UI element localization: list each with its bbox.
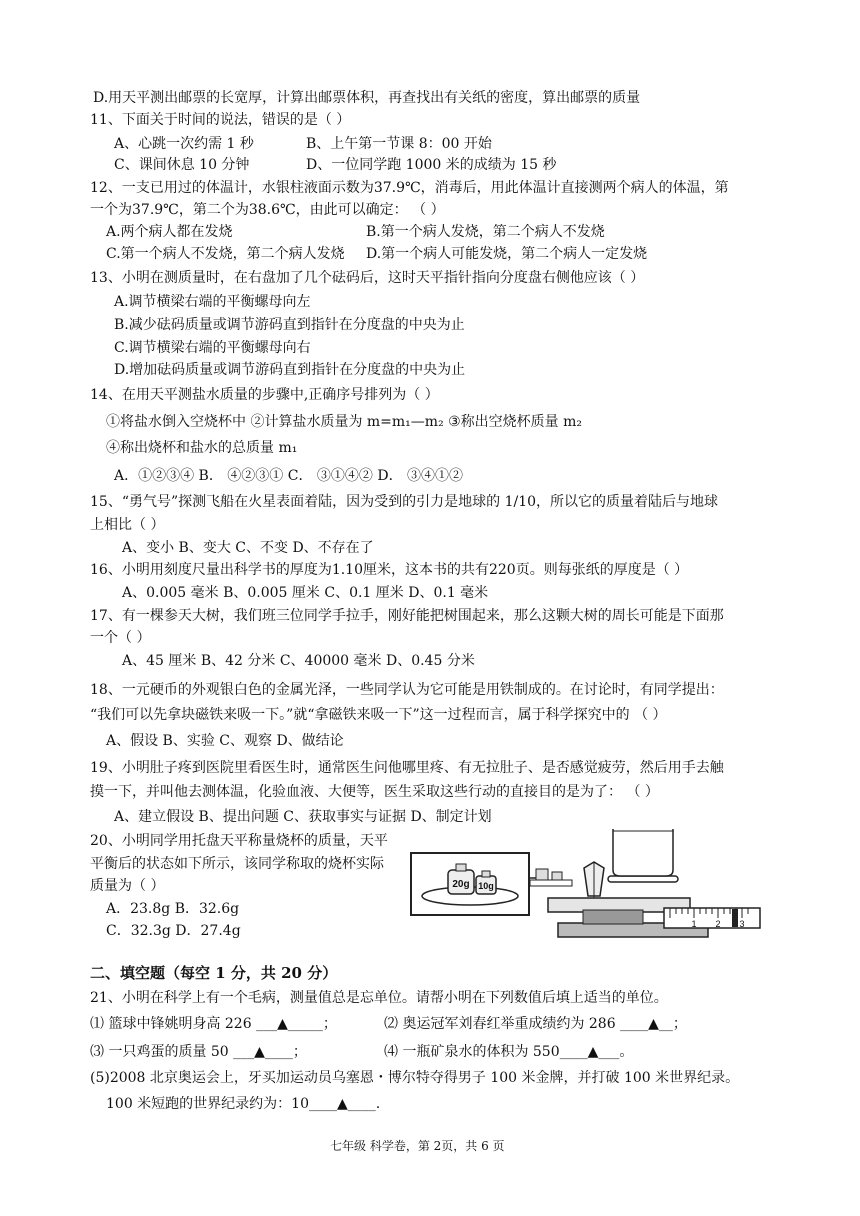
balance-illustration (408, 826, 762, 942)
q21-item-5-line1: (5)2008 北京奥运会上，牙买加运动员乌塞恩・博尔特夺得男子 100 米金牌，并打破 100 米世界纪录。 (90, 1070, 740, 1086)
q20-stem-line2: 平衡后的状态如下所示，该同学称取的烧杯实际 (90, 856, 384, 872)
q13-option-d: D.增加砝码质量或调节游码直到指针在分度盘的中央为止 (114, 362, 466, 378)
weight-20g-label: 20g (452, 879, 470, 890)
q14-steps-line2: ④称出烧杯和盐水的总质量 m₁ (106, 440, 298, 456)
q20-stem-line3: 质量为（ ） (90, 878, 165, 894)
q12-option-a: A.两个病人都在发烧 (106, 224, 233, 240)
q17-stem-line1: 17、有一棵参天大树，我们班三位同学手拉手，刚好能把树围起来，那么这颗大树的周长可能是下面那 (90, 608, 724, 624)
scale-tick-2: 2 (715, 919, 721, 929)
q19-stem-line1: 19、小明肚子疼到医院里看医生时，通常医生问他哪里疼、有无拉肚子、是否感觉疲劳，然后用手去触 (90, 760, 724, 776)
q13-option-b: B.减少砝码质量或调节游码直到指针在分度盘的中央为止 (114, 317, 465, 333)
scale-tick-1: 1 (691, 919, 697, 929)
weight-10g-label: 10g (478, 881, 494, 891)
q11-option-b: B、上午第一节课 8：00 开始 (306, 136, 492, 152)
q16-stem: 16、小明用刻度尺量出科学书的厚度为1.10厘米，这本书的共有220页。则每张纸的厚度是（ ） (90, 562, 689, 578)
q21-item-5-line2: 100 米短跑的世界纪录约为：10____▲____. (106, 1096, 381, 1112)
q11-stem: 11、下面关于时间的说法，错误的是（ ） (90, 112, 351, 128)
q15-stem-line1: 15、“勇气号”探测飞船在火星表面着陆，因为受到的引力是地球的 1/10，所以它的质量着陆后与地球 (90, 494, 719, 510)
q21-item-1: ⑴ 篮球中锋姚明身高 226 ___▲_____； (90, 1016, 337, 1032)
q13-option-c: C.调节横梁右端的平衡螺母向右 (114, 340, 311, 356)
q18-stem-line1: 18、一元硬币的外观银白色的金属光泽，一些同学认为它可能是用铁制成的。在讨论时，有同学提出： (90, 682, 724, 698)
q10-option-d: D.用天平测出邮票的长宽厚，计算出邮票体积，再查找出有关纸的密度，算出邮票的质量 (93, 90, 641, 106)
q12-stem-line2: 一个为37.9℃，第二个为38.6℃，由此可以确定： （ ） (90, 202, 445, 218)
q11-option-d: D、一位同学跑 1000 米的成绩为 15 秒 (306, 157, 557, 173)
q19-stem-line2: 摸一下，并叫他去测体温，化验血液、大便等，医生采取这些行动的直接目的是为了： （ ） (90, 784, 659, 800)
q18-stem-line2: “我们可以先拿块磁铁来吸一下。”就“拿磁铁来吸一下”这一过程而言，属于科学探究中的 （ ） (90, 707, 667, 723)
q19-options: A、建立假设 B、提出问题 C、获取事实与证据 D、制定计划 (114, 809, 492, 825)
q21-item-2: ⑵ 奥运冠军刘春红举重成绩约为 286 ____▲__； (384, 1016, 687, 1032)
q11-option-a: A、心跳一次约需 1 秒 (114, 136, 254, 152)
q20-stem-line1: 20、小明同学用托盘天平称量烧杯的质量，天平 (90, 833, 388, 849)
q21-stem: 21、小明在科学上有一个毛病，测量值总是忘单位。请帮小明在下列数值后填上适当的单位。 (90, 990, 668, 1006)
q20-options-ab: A．23.8g B．32.6g (106, 901, 240, 917)
balance-figure (408, 826, 762, 942)
q20-options-cd: C．32.3g D．27.4g (106, 923, 241, 939)
q11-option-c: C、课间休息 10 分钟 (114, 157, 250, 173)
section-2-heading: 二、填空题（每空 1 分，共 20 分） (90, 964, 338, 982)
q16-options: A、0.005 毫米 B、0.005 厘米 C、0.1 厘米 D、0.1 毫米 (122, 585, 489, 601)
q17-options: A、45 厘米 B、42 分米 C、40000 毫米 D、0.45 分米 (122, 653, 475, 669)
q14-options: A．①②③④ B． ④②③① C． ③①④② D． ③④①② (114, 468, 464, 484)
q13-option-a: A.调节横梁右端的平衡螺母向左 (114, 294, 311, 310)
page-footer: 七年级 科学卷，第 2页，共 6 页 (330, 1139, 505, 1153)
q12-option-c: C.第一个病人不发烧，第二个病人发烧 (106, 246, 345, 262)
q21-item-4: ⑷ 一瓶矿泉水的体积为 550____▲___。 (384, 1044, 634, 1060)
q12-option-d: D.第一个病人可能发烧，第二个病人一定发烧 (366, 246, 648, 262)
q14-steps-line1: ①将盐水倒入空烧杯中 ②计算盐水质量为 m=m₁—m₂ ③称出空烧杯质量 m₂ (106, 414, 583, 430)
q17-stem-line2: 一个（ ） (90, 630, 151, 646)
q12-stem-line1: 12、一支已用过的体温计，水银柱液面示数为37.9℃，消毒后，用此体温计直接测两个病人的体温，第 (90, 180, 729, 196)
q15-stem-line2: 上相比（ ） (90, 517, 165, 533)
q15-options: A、变小 B、变大 C、不变 D、不存在了 (122, 540, 374, 556)
q13-stem: 13、小明在测质量时，在右盘加了几个砝码后，这时天平指针指向分度盘右侧他应该（ ） (90, 270, 645, 286)
q14-stem: 14、在用天平测盐水质量的步骤中,正确序号排列为（ ） (90, 387, 439, 403)
q12-option-b: B.第一个病人发烧，第二个病人不发烧 (366, 224, 605, 240)
q21-item-3: ⑶ 一只鸡蛋的质量 50 ___▲____； (90, 1044, 307, 1060)
scale-tick-3: 3 (739, 919, 745, 929)
q18-options: A、假设 B、实验 C、观察 D、做结论 (106, 733, 344, 749)
